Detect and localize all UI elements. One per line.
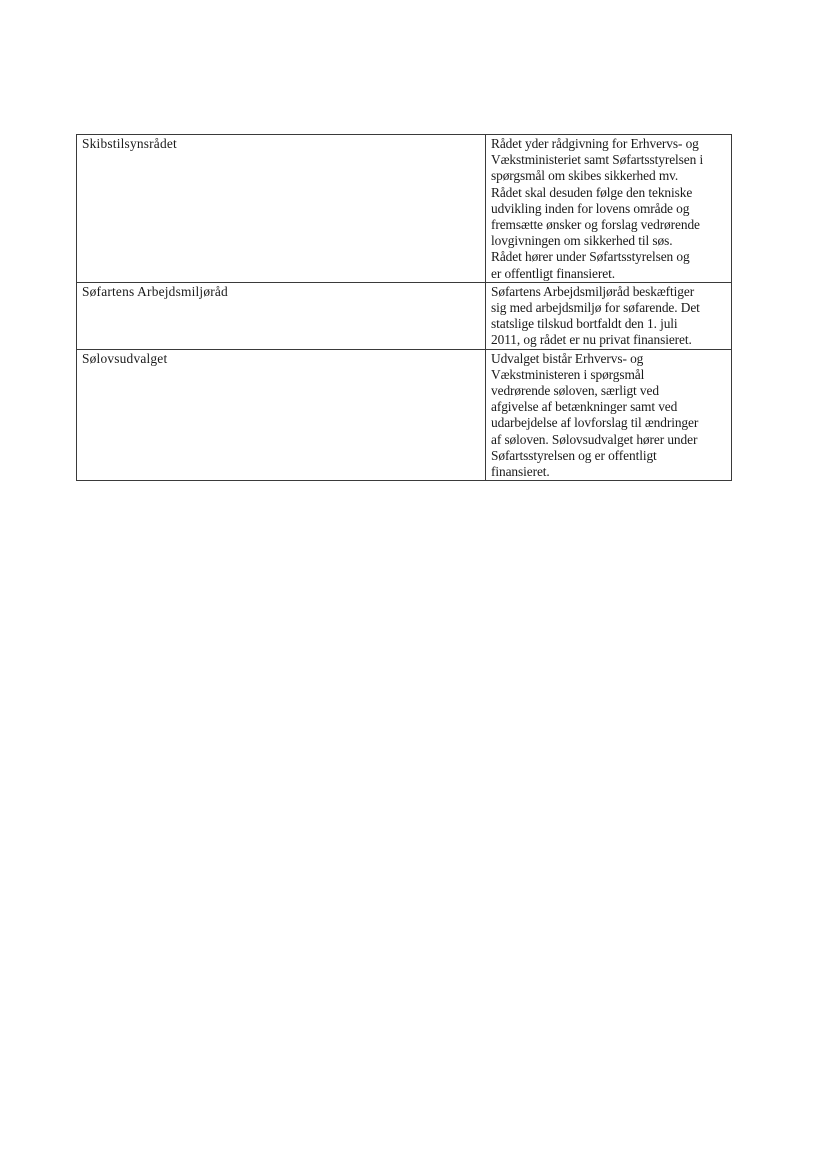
council-name-cell [77,349,486,481]
description-line: Søfartens Arbejdsmiljøråd beskæftiger [491,283,695,299]
council-name: Sølovsudvalget [82,350,168,366]
description-line: sig med arbejdsmiljø for søfarende. Det [491,300,700,316]
table-row [77,349,732,481]
council-description-cell [486,135,732,283]
description-line: Vækstministeren i spørgsmål [491,366,645,382]
description-line: Søfartsstyrelsen og er offentligt [491,447,657,463]
description-line: af søloven. Sølovsudvalget hører under [491,431,698,447]
council-table [76,134,732,481]
description-line: Udvalget bistår Erhvervs- og [491,350,644,366]
description-line: Vækstministeriet samt Søfartsstyrelsen i [491,152,704,168]
description-line: afgivelse af betænkninger samt ved [491,399,678,415]
description-line: statslige tilskud bortfaldt den 1. juli [491,316,678,332]
council-name: Søfartens Arbejdsmiljøråd [82,283,228,299]
description-line: er offentligt finansieret. [491,265,615,281]
description-line: udvikling inden for lovens område og [491,200,690,216]
description-line: Rådet yder rådgivning for Erhvervs- og [491,136,699,151]
table-row [77,282,732,349]
table-row [77,135,732,283]
council-description-cell [486,282,732,349]
description-line: lovgivningen om sikkerhed til søs. [491,233,673,249]
description-line: Rådet skal desuden følge den tekniske [491,184,693,200]
council-description-cell [486,349,732,481]
description-line: fremsætte ønsker og forslag vedrørende [491,217,700,233]
description-line: spørgsmål om skibes sikkerhed mv. [491,168,679,184]
council-name-cell [77,135,486,283]
description-line: vedrørende søloven, særligt ved [491,383,659,399]
description-line: udarbejdelse af lovforslag til ændringer [491,415,699,431]
description-line: Rådet hører under Søfartsstyrelsen og [491,249,690,265]
description-line: finansieret. [491,464,550,480]
description-line: 2011, og rådet er nu privat finansieret. [491,332,692,348]
council-name-cell [77,282,486,349]
council-name: Skibstilsynsrådet [82,136,177,151]
